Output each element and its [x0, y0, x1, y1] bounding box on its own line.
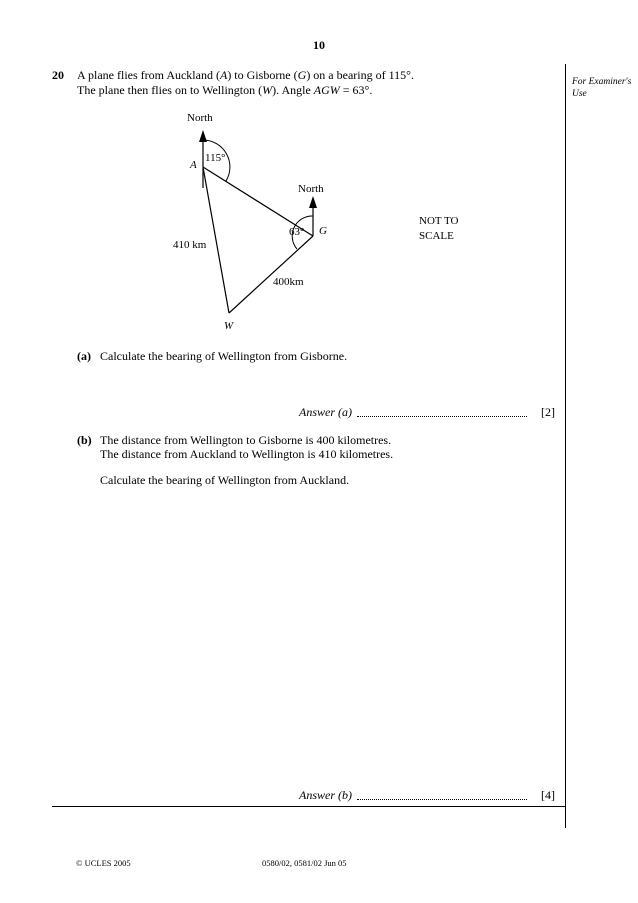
footer-copyright: © UCLES 2005 [76, 858, 131, 868]
point-label-g: G [319, 225, 327, 237]
part-b-line-2: The distance from Auckland to Wellington is 410 kilometres. [100, 447, 394, 461]
page-number: 10 [313, 38, 325, 52]
north-label-g: North [298, 183, 324, 195]
not-to-scale-line-1: NOT TO [419, 215, 459, 227]
north-label-a: North [187, 112, 213, 124]
part-b-label: (b) [77, 433, 92, 447]
answer-b-line[interactable] [357, 799, 527, 800]
footer-paper-code: 0580/02, 0581/02 Jun 05 [262, 858, 347, 868]
not-to-scale-line-2: SCALE [419, 230, 454, 242]
question-line-2: The plane then flies on to Wellington (W). Angle AGW = 63°. [77, 83, 373, 97]
angle-label-a: 115° [205, 152, 226, 164]
examiner-use-label: For Examiner's Use [572, 77, 632, 99]
part-a-marks: [2] [541, 405, 555, 419]
side-label-aw: 410 km [173, 239, 207, 251]
bottom-rule [52, 806, 565, 807]
point-label-w: W [224, 320, 234, 332]
part-a-text: Calculate the bearing of Wellington from Gisborne. [100, 349, 348, 363]
part-b-line-3: Calculate the bearing of Wellington from Auckland. [100, 473, 350, 487]
route-g-to-w [229, 236, 313, 313]
part-b-marks: [4] [541, 788, 555, 802]
question-number: 20 [52, 68, 64, 82]
bearing-diagram [0, 0, 638, 340]
north-arrowhead-g [309, 196, 317, 208]
part-a-label: (a) [77, 349, 91, 363]
answer-b-label: Answer (b) [299, 788, 352, 802]
angle-label-g: 63° [289, 226, 305, 238]
point-label-a: A [190, 159, 197, 171]
part-b-line-1: The distance from Wellington to Gisborne is 400 kilometres. [100, 433, 392, 447]
answer-a-label: Answer (a) [299, 405, 352, 419]
side-label-gw: 400km [273, 276, 304, 288]
answer-a-line[interactable] [357, 416, 527, 417]
question-line-1: A plane flies from Auckland (A) to Gisborne (G) on a bearing of 115°. [77, 68, 414, 82]
route-a-to-w [203, 167, 229, 313]
